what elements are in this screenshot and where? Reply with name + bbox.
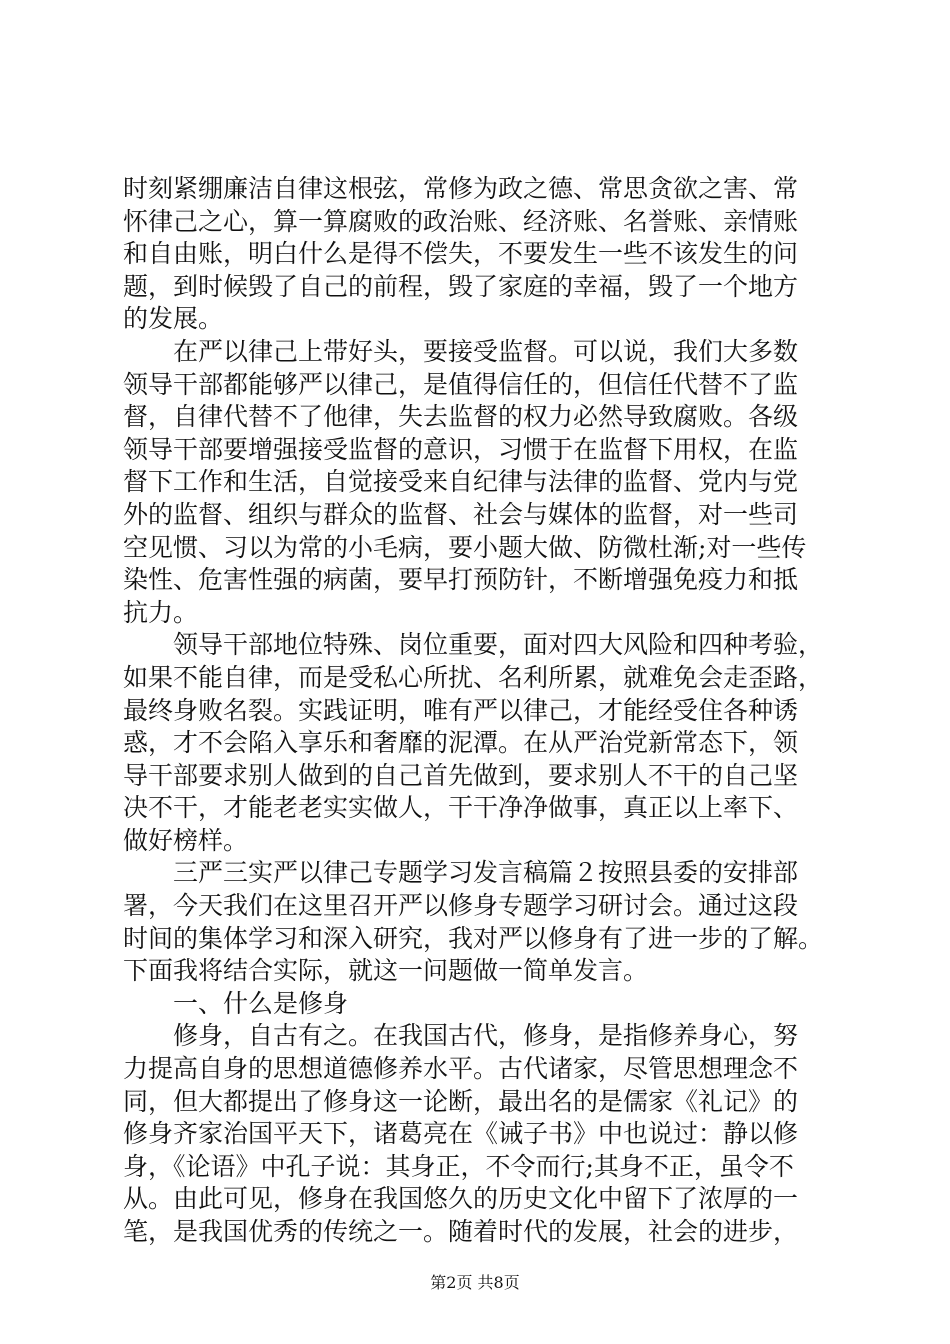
document-body	[123, 173, 833, 1249]
text-line: 时间的集体学习和深入研究，我对严以修身有了进一步的了解。	[123, 923, 824, 953]
text-line: 笔，是我国优秀的传统之一。随着时代的发展，社会的进步，	[123, 1217, 799, 1246]
page-footer: 第2页 共8页	[430, 1273, 520, 1292]
text-line: 从。由此可见，修身在我国悠久的历史文化中留下了浓厚的一	[123, 1184, 799, 1214]
text-line: 空见惯、习以为常的小毛病，要小题大做、防微杜渐;对一些传	[123, 532, 807, 562]
text-line: 时刻紧绷廉洁自律这根弦，常修为政之德、常思贪欲之害、常	[123, 174, 799, 203]
text-line: 领导干部地位特殊、岗位重要，面对四大风险和四种考验，	[123, 630, 824, 660]
text-line: 惑，才不会陷入享乐和奢靡的泥潭。在从严治党新常态下，领	[123, 728, 799, 758]
text-line: 题，到时候毁了自己的前程，毁了家庭的幸福，毁了一个地方	[123, 271, 799, 301]
text-line: 导干部要求别人做到的自己首先做到，要求别人不干的自己坚	[123, 760, 799, 790]
text-line: 同，但大都提出了修身这一论断，最出名的是儒家《礼记》的	[123, 1086, 799, 1116]
text-line: 决不干，才能老老实实做人，干干净净做事，真正以上率下、	[123, 793, 799, 823]
text-line: 在严以律己上带好头，要接受监督。可以说，我们大多数	[123, 336, 799, 366]
text-line: 修身齐家治国平天下，诸葛亮在《诫子书》中也说过：静以修	[123, 1119, 799, 1149]
text-line: 和自由账，明白什么是得不偿失，不要发生一些不该发生的问	[123, 239, 799, 269]
text-line: 外的监督、组织与群众的监督、社会与媒体的监督，对一些司	[123, 499, 799, 529]
text-line: 身，《论语》中孔子说：其身正，不令而行;其身不正，虽令不	[123, 1151, 794, 1181]
text-line: 三严三实严以律己专题学习发言稿篇２按照县委的安排部	[123, 858, 799, 888]
text-line: 督，自律代替不了他律，失去监督的权力必然导致腐败。各级	[123, 402, 799, 432]
text-line: 署，今天我们在这里召开严以修身专题学习研讨会。通过这段	[123, 891, 799, 921]
text-line: 染性、危害性强的病菌，要早打预防针，不断增强免疫力和抵	[123, 565, 799, 595]
text-line: 督下工作和生活，自觉接受来自纪律与法律的监督、党内与党	[123, 467, 799, 497]
text-line: 力提高自身的思想道德修养水平。古代诸家，尽管思想理念不	[123, 1054, 799, 1084]
text-line: 做好榜样。	[123, 825, 249, 855]
text-line: 一、什么是修身	[123, 988, 349, 1018]
text-line: 领导干部要增强接受监督的意识，习惯于在监督下用权，在监	[123, 434, 799, 464]
text-line: 领导干部都能够严以律己，是值得信任的，但信任代替不了监	[123, 369, 799, 399]
text-line: 如果不能自律，而是受私心所扰、名利所累，就难免会走歪路，	[123, 662, 824, 692]
text-line: 最终身败名裂。实践证明，唯有严以律己，才能经受住各种诱	[123, 695, 799, 725]
text-line: 的发展。	[123, 304, 224, 334]
text-line: 下面我将结合实际，就这一问题做一简单发言。	[123, 956, 649, 986]
text-line: 修身，自古有之。在我国古代，修身，是指修养身心，努	[123, 1021, 799, 1051]
text-line: 抗力。	[123, 597, 199, 627]
text-line: 怀律己之心，算一算腐败的政治账、经济账、名誉账、亲情账	[123, 206, 799, 236]
